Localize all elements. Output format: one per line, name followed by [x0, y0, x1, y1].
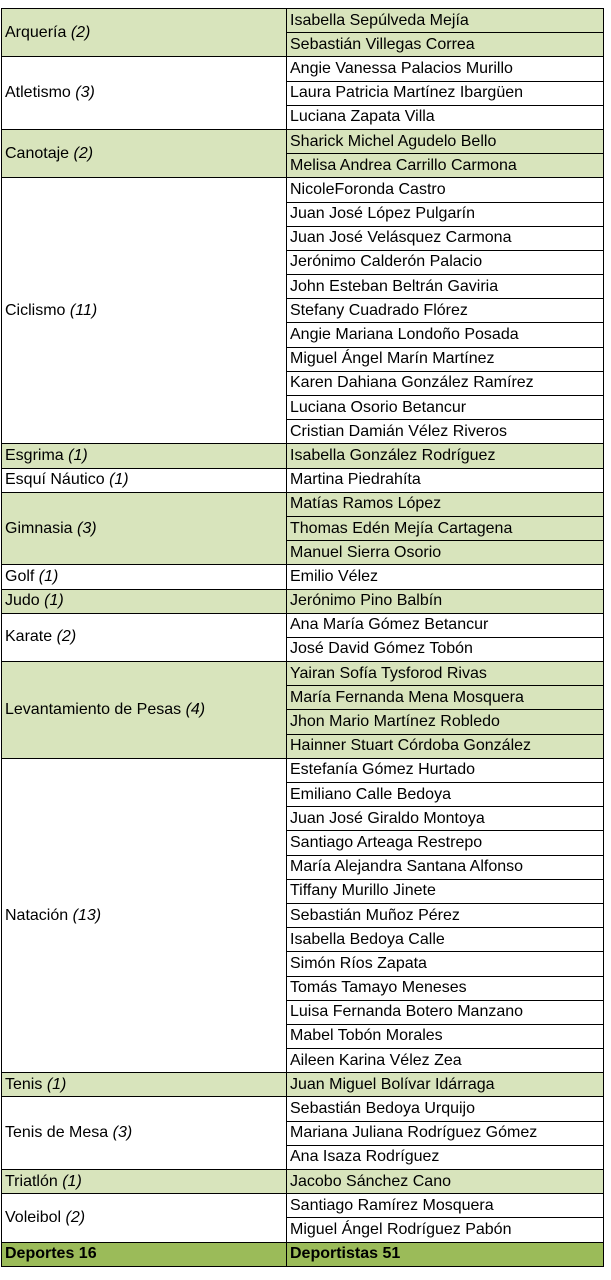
sport-cell	[2, 129, 287, 177]
sport-count: (3)	[75, 84, 95, 102]
sport-name: Tenis de Mesa	[5, 1124, 109, 1142]
athlete-cell: Santiago Ramírez Mosquera	[287, 1194, 604, 1218]
athlete-cell: Thomas Edén Mejía Cartagena	[287, 516, 604, 540]
athlete-cell: Luisa Fernanda Botero Manzano	[287, 1000, 604, 1024]
athlete-cell: Laura Patricia Martínez Ibargüen	[287, 81, 604, 105]
athlete-cell: Karen Dahiana González Ramírez	[287, 371, 604, 395]
athlete-cell: Mabel Tobón Morales	[287, 1024, 604, 1048]
athlete-cell: Estefanía Gómez Hurtado	[287, 758, 604, 782]
athlete-cell: Emilio Vélez	[287, 565, 604, 589]
sport-count: (1)	[38, 567, 59, 585]
sport-count: (13)	[72, 906, 102, 924]
sport-count: (2)	[70, 23, 91, 41]
athlete-cell: John Esteban Beltrán Gaviria	[287, 275, 604, 299]
sport-name: Canotaje	[5, 144, 70, 162]
athlete-cell: Santiago Arteaga Restrepo	[287, 831, 604, 855]
sport-name: Arquería	[5, 23, 67, 41]
table-row	[2, 9, 604, 33]
sport-name: Triatlón	[5, 1172, 58, 1190]
athlete-cell: Melisa Andrea Carrillo Carmona	[287, 154, 604, 178]
athlete-cell: Juan José López Pulgarín	[287, 202, 604, 226]
sport-count: (1)	[46, 1075, 67, 1093]
athlete-cell: Stefany Cuadrado Flórez	[287, 299, 604, 323]
table-row	[2, 129, 604, 153]
sport-count: (2)	[73, 144, 94, 162]
sport-count: (3)	[77, 519, 97, 537]
sport-name: Judo	[5, 592, 40, 610]
table-row	[2, 758, 604, 782]
sport-cell	[2, 492, 287, 565]
sport-name: Levantamiento de Pesas	[5, 700, 182, 718]
sport-cell	[2, 178, 287, 444]
athlete-cell: Sebastián Villegas Correa	[287, 33, 604, 57]
table-row	[2, 492, 604, 516]
athlete-cell: Manuel Sierra Osorio	[287, 541, 604, 565]
sport-cell	[2, 662, 287, 759]
athlete-cell: Isabella Bedoya Calle	[287, 928, 604, 952]
athlete-cell: Simón Ríos Zapata	[287, 952, 604, 976]
sport-count: (4)	[185, 700, 206, 718]
athlete-cell: María Alejandra Santana Alfonso	[287, 855, 604, 879]
sport-count: (3)	[112, 1124, 133, 1142]
athlete-cell: Miguel Ángel Marín Martínez	[287, 347, 604, 371]
sport-cell	[2, 1170, 287, 1194]
table-row	[2, 178, 604, 202]
total-sports-cell: Deportes 16	[2, 1242, 287, 1266]
sport-cell	[2, 589, 287, 613]
athlete-cell: Yairan Sofía Tysforod Rivas	[287, 662, 604, 686]
sport-cell	[2, 565, 287, 589]
sport-count: (1)	[44, 592, 64, 610]
athlete-cell: NicoleForonda Castro	[287, 178, 604, 202]
table-row	[2, 468, 604, 492]
sport-name: Voleibol	[5, 1208, 62, 1226]
sport-name: Atletismo	[5, 84, 71, 102]
athlete-cell: Luciana Osorio Betancur	[287, 396, 604, 420]
athlete-cell: Juan José Giraldo Montoya	[287, 807, 604, 831]
sport-cell	[2, 444, 287, 468]
table-row	[2, 1194, 604, 1218]
table-row	[2, 444, 604, 468]
athlete-cell: Sebastián Bedoya Urquijo	[287, 1097, 604, 1121]
table-row	[2, 613, 604, 637]
athlete-cell: Tomás Tamayo Meneses	[287, 976, 604, 1000]
sport-cell	[2, 1194, 287, 1242]
athlete-cell: Ana Isaza Rodríguez	[287, 1145, 604, 1169]
table-row	[2, 57, 604, 81]
athlete-cell: Jacobo Sánchez Cano	[287, 1170, 604, 1194]
sport-name: Ciclismo	[5, 301, 66, 319]
table-row	[2, 662, 604, 686]
athlete-cell: Miguel Ángel Rodríguez Pabón	[287, 1218, 604, 1242]
sport-count: (2)	[65, 1208, 86, 1226]
athlete-cell: Jhon Mario Martínez Robledo	[287, 710, 604, 734]
sport-name: Esquí Náutico	[5, 471, 105, 489]
sport-count: (1)	[109, 471, 129, 489]
total-athletes-cell: Deportistas 51	[287, 1242, 604, 1266]
athlete-cell: Angie Mariana Londoño Posada	[287, 323, 604, 347]
athlete-cell: Ana María Gómez Betancur	[287, 613, 604, 637]
athlete-cell: Isabella Sepúlveda Mejía	[287, 9, 604, 33]
athlete-cell: Matías Ramos López	[287, 492, 604, 516]
athlete-cell: Emiliano Calle Bedoya	[287, 783, 604, 807]
athletes-table-body	[2, 9, 604, 1243]
table-row	[2, 565, 604, 589]
table-row	[2, 1073, 604, 1097]
athlete-cell: María Fernanda Mena Mosquera	[287, 686, 604, 710]
athlete-cell: Jerónimo Pino Balbín	[287, 589, 604, 613]
sport-cell	[2, 57, 287, 130]
sport-name: Natación	[5, 906, 69, 924]
athlete-cell: Juan Miguel Bolívar Idárraga	[287, 1073, 604, 1097]
athlete-cell: Angie Vanessa Palacios Murillo	[287, 57, 604, 81]
table-row	[2, 1170, 604, 1194]
sport-cell	[2, 613, 287, 661]
athlete-cell: Juan José Velásquez Carmona	[287, 226, 604, 250]
sport-cell	[2, 758, 287, 1072]
athlete-cell: Mariana Juliana Rodríguez Gómez	[287, 1121, 604, 1145]
sport-count: (1)	[62, 1172, 82, 1190]
sport-cell	[2, 468, 287, 492]
athlete-cell: Tiffany Murillo Jinete	[287, 879, 604, 903]
athlete-cell: Luciana Zapata Villa	[287, 105, 604, 129]
athlete-cell: José David Gómez Tobón	[287, 637, 604, 661]
sport-cell	[2, 1097, 287, 1170]
athlete-cell: Isabella González Rodríguez	[287, 444, 604, 468]
athlete-cell: Sharick Michel Agudelo Bello	[287, 129, 604, 153]
athlete-cell: Martina Piedrahíta	[287, 468, 604, 492]
athletes-table	[1, 8, 604, 1267]
totals-row	[2, 1242, 604, 1266]
sport-cell	[2, 9, 287, 57]
sport-name: Tenis	[5, 1075, 43, 1093]
athlete-cell: Aileen Karina Vélez Zea	[287, 1049, 604, 1073]
sport-count: (11)	[69, 301, 98, 319]
sport-count: (1)	[68, 446, 88, 464]
sport-name: Gimnasia	[5, 519, 73, 537]
sport-count: (2)	[56, 628, 77, 646]
table-row	[2, 1097, 604, 1121]
athlete-cell: Cristian Damián Vélez Riveros	[287, 420, 604, 444]
table-row	[2, 589, 604, 613]
sport-name: Golf	[5, 567, 35, 585]
sport-name: Esgrima	[5, 446, 64, 464]
sport-cell	[2, 1073, 287, 1097]
athlete-cell: Jerónimo Calderón Palacio	[287, 250, 604, 274]
sport-name: Karate	[5, 628, 53, 646]
athlete-cell: Sebastián Muñoz Pérez	[287, 903, 604, 927]
athlete-cell: Hainner Stuart Córdoba González	[287, 734, 604, 758]
